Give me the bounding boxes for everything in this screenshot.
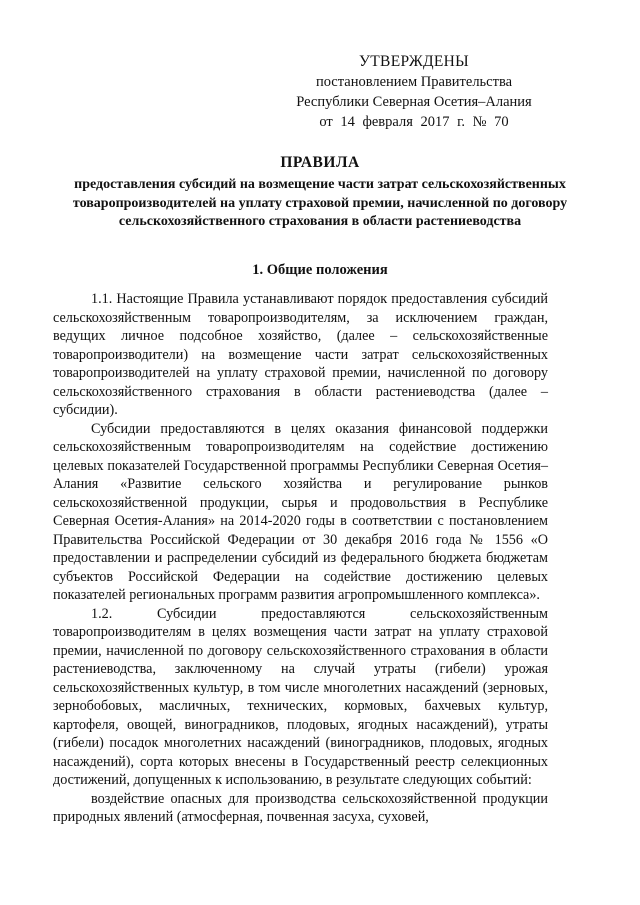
approval-line: постановлением Правительства <box>315 74 513 90</box>
paragraph: 1.2. Субсидии предоставляются сельскохозяйственным товаропроизводителям в целях возмещения части затрат на уплату страховой премии, начисленной по договору сельскохозяйственного страхования в области растениеводства, заключенному на случай утраты (гибели) урожая сельскохозяйственных культур, в том числе многолетних насаждений (зерновых, зернобобовых, масличных, технических, кормовых, бахчевых культур, картофеля, овощей, виноградников, плодовых, ягодных насаждений), утраты (гибели) посадок многолетних насаждений (виноградников, плодовых, ягодных насаждений), сорта которых внесены в Государственный реестр селекционных достижений, допущенных к использованию, в результате следующих событий: <box>53 605 548 788</box>
approval-date-line: от 14 февраля 2017 г. № 70 <box>319 114 509 130</box>
paragraph: воздействие опасных для производства сельскохозяйственной продукции природных явлений (атмосферная, почвенная засуха, суховей, <box>53 790 548 825</box>
approval-title: УТВЕРЖДЕНЫ <box>359 53 469 70</box>
document-header <box>60 152 580 232</box>
document-title: ПРАВИЛА <box>280 154 360 171</box>
paragraph: 1.1. Настоящие Правила устанавливают порядок предоставления субсидий сельскохозяйственным товаропроизводителям, за исключением граждан, ведущих личное подсобное хозяйство, (далее – сельскохозяйственные товаропроизводители) на возмещение части затрат сельскохозяйственных товаропроизводителей на уплату страховой премии, начисленной по договору сельскохозяйственного страхования в области растениеводства (далее – субсидии). <box>53 291 548 418</box>
section-heading: 1. Общие положения <box>252 262 388 278</box>
document-body <box>53 290 548 827</box>
document-subtitle: предоставления субсидий на возмещение части затрат сельскохозяйственных товаропроизводителей на уплату страховой премии, начисленной по договору сельскохозяйственного страхования в области растениеводства <box>72 177 568 229</box>
approval-line: Республики Северная Осетия–Алания <box>296 94 532 110</box>
paragraph: Субсидии предоставляются в целях оказания финансовой поддержки сельскохозяйственным товаропроизводителям на содействие достижению целевых показателей Государственной программы Республики Северная Осетия–Алания «Развитие сельского хозяйства и регулирование рынков сельскохозяйственной продукции, сырья и продовольствия в Республике Северная Осетия-Алания» на 2014-2020 годы в соответствии с постановлением Правительства Российской Федерации от 30 декабря 2016 года № 1556 «О предоставлении и распределении субсидий из федерального бюджета бюджетам субъектов Российской Федерации на содействие достижению целевых показателей региональных программ развития агропромышленного комплекса». <box>53 420 548 603</box>
approval-stamp <box>284 52 544 132</box>
